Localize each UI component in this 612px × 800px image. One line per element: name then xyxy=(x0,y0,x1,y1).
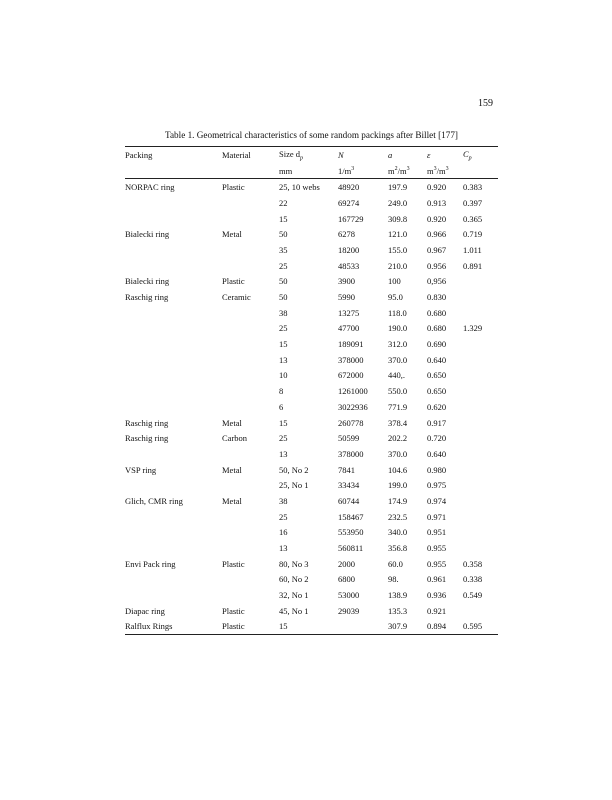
cell-cp: 0.338 xyxy=(463,574,483,585)
cell-cp: 0.383 xyxy=(463,182,483,193)
cell-n: 48533 xyxy=(338,260,360,271)
header-n: N xyxy=(338,147,388,163)
table-row xyxy=(125,477,498,493)
cell-packing: Raschig ring xyxy=(125,417,169,428)
table-row xyxy=(125,540,498,556)
cell-material xyxy=(222,195,279,211)
cell-cp xyxy=(463,383,498,399)
cell-eps: 0.913 xyxy=(427,197,447,208)
cell-eps: 0.620 xyxy=(427,401,447,412)
table-row xyxy=(125,289,498,305)
cell-packing: Raschig ring xyxy=(125,292,169,303)
unit-epsilon: $m^3/m^3$ xyxy=(427,163,463,179)
cell-material: Plastic xyxy=(222,276,245,287)
table-body xyxy=(125,179,498,635)
table-row xyxy=(125,587,498,603)
packings-table xyxy=(125,146,498,635)
cell-eps: 0.966 xyxy=(427,229,447,240)
cell-size: 22 xyxy=(279,197,288,208)
cell-material xyxy=(222,509,279,525)
cell-n: 6800 xyxy=(338,574,355,585)
cell-size: 10 xyxy=(279,370,288,381)
cell-material: Metal xyxy=(222,495,242,506)
cell-n: 260778 xyxy=(338,417,364,428)
cell-a: 771.9 xyxy=(388,401,408,412)
cell-eps: 0.967 xyxy=(427,244,447,255)
cell-size: 25 xyxy=(279,511,288,522)
cell-packing xyxy=(125,195,222,211)
cell-n: 6278 xyxy=(338,229,355,240)
cell-size: 25 xyxy=(279,433,288,444)
cell-eps: 0.640 xyxy=(427,448,447,459)
cell-packing xyxy=(125,525,222,541)
cell-n: 33434 xyxy=(338,480,360,491)
cell-cp xyxy=(463,525,498,541)
cell-n: 560811 xyxy=(338,543,364,554)
cell-cp: 1.011 xyxy=(463,244,482,255)
cell-cp xyxy=(463,399,498,415)
cell-packing: Ralflux Rings xyxy=(125,619,222,635)
table-row xyxy=(125,446,498,462)
cell-cp xyxy=(463,352,498,368)
cell-a: 309.8 xyxy=(388,213,408,224)
cell-n: 378000 xyxy=(338,448,364,459)
cell-a: 197.9 xyxy=(388,182,408,193)
table-row xyxy=(125,242,498,258)
cell-cp xyxy=(463,415,498,431)
cell-size: 25, 10 webs xyxy=(279,182,320,193)
cell-size: 13 xyxy=(279,543,288,554)
cell-a: 135.3 xyxy=(388,605,408,616)
cell-a: 340.0 xyxy=(388,527,408,538)
unit-a: $m^2/m^3$ xyxy=(388,163,427,179)
cell-a: 378.4 xyxy=(388,417,408,428)
cell-size: 15 xyxy=(279,417,288,428)
cell-size: 35 xyxy=(279,244,288,255)
cell-size: 25 xyxy=(279,323,288,334)
table-row xyxy=(125,493,498,509)
cell-cp: 1.329 xyxy=(463,323,483,334)
cell-packing xyxy=(125,587,222,603)
cell-material xyxy=(222,540,279,556)
cell-material: Metal xyxy=(222,417,242,428)
cell-a: 249.0 xyxy=(388,197,408,208)
cell-size: 38 xyxy=(279,495,288,506)
cell-eps: 0.936 xyxy=(427,590,447,601)
header-cp: $C_p$ xyxy=(463,147,498,163)
cell-cp xyxy=(463,430,498,446)
cell-packing xyxy=(125,211,222,227)
cell-cp xyxy=(463,274,498,290)
table-row xyxy=(125,619,498,635)
cell-material xyxy=(222,211,279,227)
cell-material: Metal xyxy=(222,464,242,475)
cell-packing: Raschig ring xyxy=(125,433,169,444)
cell-a: 121.0 xyxy=(388,229,408,240)
cell-n: 50599 xyxy=(338,433,360,444)
cell-eps: 0.975 xyxy=(427,480,447,491)
cell-n: 7841 xyxy=(338,464,355,475)
table-row xyxy=(125,352,498,368)
cell-size: 50 xyxy=(279,276,288,287)
header-packing: Packing xyxy=(125,147,222,163)
cell-a: 104.6 xyxy=(388,464,408,475)
cell-cp: 0.365 xyxy=(463,213,483,224)
page-number: 159 xyxy=(478,98,493,109)
cell-a: 155.0 xyxy=(388,244,408,255)
cell-eps: 0.690 xyxy=(427,339,447,350)
cell-a: 356.8 xyxy=(388,543,408,554)
cell-packing xyxy=(125,305,222,321)
cell-material: Plastic xyxy=(222,558,245,569)
cell-cp: 0.549 xyxy=(463,590,483,601)
cell-n: 48920 xyxy=(338,182,360,193)
cell-a: 202.2 xyxy=(388,433,408,444)
cell-n: 3022936 xyxy=(338,401,368,412)
cell-cp xyxy=(463,305,498,321)
cell-eps: 0.955 xyxy=(427,558,447,569)
unit-n: $1/m^3$ xyxy=(338,163,388,179)
cell-a: 98. xyxy=(388,574,399,585)
table-row xyxy=(125,195,498,211)
table-units-row xyxy=(125,163,498,179)
cell-eps: 0,956 xyxy=(427,276,447,287)
cell-packing: Bialecki ring xyxy=(125,229,170,240)
cell-a: 60.0 xyxy=(388,558,403,569)
cell-packing xyxy=(125,383,222,399)
cell-cp: 0.397 xyxy=(463,197,483,208)
cell-size: 16 xyxy=(279,527,288,538)
cell-n: 553950 xyxy=(338,527,364,538)
table-row xyxy=(125,368,498,384)
cell-eps: 0.680 xyxy=(427,307,447,318)
table-row xyxy=(125,430,498,446)
cell-packing xyxy=(125,446,222,462)
cell-size: 45, No 1 xyxy=(279,605,309,616)
cell-size: 50 xyxy=(279,292,288,303)
cell-cp xyxy=(463,477,498,493)
table-row xyxy=(125,226,498,242)
cell-size: 25, No 1 xyxy=(279,480,309,491)
cell-packing: Envi Pack ring xyxy=(125,558,176,569)
cell-size: 6 xyxy=(279,401,284,412)
cell-cp xyxy=(463,462,498,478)
cell-packing xyxy=(125,368,222,384)
cell-n: 1261000 xyxy=(338,386,368,397)
cell-packing xyxy=(125,399,222,415)
cell-cp xyxy=(463,540,498,556)
cell-material: Plastic xyxy=(222,619,279,635)
cell-cp: 0.595 xyxy=(463,619,498,635)
cell-material xyxy=(222,305,279,321)
table-row xyxy=(125,336,498,352)
cell-eps: 0.680 xyxy=(427,323,447,334)
cell-cp: 0.358 xyxy=(463,558,483,569)
cell-cp: 0.891 xyxy=(463,260,483,271)
cell-eps: 0.921 xyxy=(427,605,447,616)
cell-n: 672000 xyxy=(338,370,364,381)
cell-packing xyxy=(125,321,222,337)
table-row xyxy=(125,572,498,588)
table-row xyxy=(125,415,498,431)
cell-n: 167729 xyxy=(338,213,364,224)
cell-eps: 0.974 xyxy=(427,495,447,506)
cell-cp xyxy=(463,368,498,384)
cell-a: 95.0 xyxy=(388,292,403,303)
cell-size: 13 xyxy=(279,354,288,365)
cell-size: 32, No 1 xyxy=(279,590,309,601)
header-size: Size $d_p$ xyxy=(279,147,338,163)
table-row xyxy=(125,603,498,619)
cell-material xyxy=(222,525,279,541)
cell-packing: Diapac ring xyxy=(125,605,165,616)
table-row xyxy=(125,274,498,290)
cell-n: 158467 xyxy=(338,511,364,522)
cell-a: 232.5 xyxy=(388,511,408,522)
cell-material xyxy=(222,368,279,384)
cell-packing xyxy=(125,540,222,556)
cell-packing: NORPAC ring xyxy=(125,182,175,193)
cell-cp xyxy=(463,509,498,525)
cell-packing xyxy=(125,336,222,352)
cell-n: 18200 xyxy=(338,244,360,255)
cell-material xyxy=(222,446,279,462)
cell-cp: 0.719 xyxy=(463,229,483,240)
cell-material: Carbon xyxy=(222,433,248,444)
table-row xyxy=(125,462,498,478)
cell-n: 189091 xyxy=(338,339,364,350)
cell-material: Plastic xyxy=(222,182,245,193)
cell-a: 118.0 xyxy=(388,307,407,318)
table-row xyxy=(125,383,498,399)
cell-a: 370.0 xyxy=(388,354,408,365)
cell-a: 550.0 xyxy=(388,386,408,397)
header-epsilon: ε xyxy=(427,147,463,163)
cell-material: Ceramic xyxy=(222,292,251,303)
table-caption: Table 1. Geometrical characteristics of some random packings after Billet [177] xyxy=(165,130,458,140)
cell-eps: 0.920 xyxy=(427,182,447,193)
cell-size: 38 xyxy=(279,307,288,318)
cell-cp xyxy=(463,493,498,509)
cell-packing xyxy=(125,572,222,588)
cell-material xyxy=(222,572,279,588)
cell-material xyxy=(222,321,279,337)
cell-n: 29039 xyxy=(338,605,360,616)
cell-n: 2000 xyxy=(338,558,355,569)
cell-eps: 0.894 xyxy=(427,619,463,635)
cell-a: 174.9 xyxy=(388,495,408,506)
cell-eps: 0.830 xyxy=(427,292,447,303)
table-header-row xyxy=(125,147,498,163)
cell-n: 378000 xyxy=(338,354,364,365)
cell-eps: 0.650 xyxy=(427,386,447,397)
cell-material xyxy=(222,258,279,274)
cell-cp xyxy=(463,289,498,305)
table-row xyxy=(125,321,498,337)
cell-a: 440,. xyxy=(388,370,405,381)
cell-packing xyxy=(125,352,222,368)
cell-material xyxy=(222,336,279,352)
table-row xyxy=(125,525,498,541)
table-row xyxy=(125,305,498,321)
cell-eps: 0.956 xyxy=(427,260,447,271)
cell-material xyxy=(222,399,279,415)
cell-size: 13 xyxy=(279,448,288,459)
cell-packing xyxy=(125,477,222,493)
cell-packing xyxy=(125,258,222,274)
cell-size: 15 xyxy=(279,619,338,635)
cell-a: 370.0 xyxy=(388,448,408,459)
cell-material xyxy=(222,352,279,368)
cell-size: 80, No 3 xyxy=(279,558,309,569)
cell-n: 5990 xyxy=(338,292,355,303)
cell-size: 15 xyxy=(279,213,288,224)
cell-eps: 0.650 xyxy=(427,370,447,381)
cell-a: 210.0 xyxy=(388,260,408,271)
cell-cp xyxy=(463,603,498,619)
cell-cp xyxy=(463,336,498,352)
cell-material: Plastic xyxy=(222,605,245,616)
cell-size: 15 xyxy=(279,339,288,350)
header-a: a xyxy=(388,147,427,163)
cell-n: 53000 xyxy=(338,590,360,601)
cell-eps: 0.720 xyxy=(427,433,447,444)
unit-size: mm xyxy=(279,163,338,179)
cell-packing xyxy=(125,242,222,258)
cell-n: 13275 xyxy=(338,307,360,318)
cell-a: 190.0 xyxy=(388,323,408,334)
table-row xyxy=(125,399,498,415)
cell-a: 199.0 xyxy=(388,480,408,491)
cell-n xyxy=(338,619,388,635)
cell-material xyxy=(222,477,279,493)
cell-eps: 0.961 xyxy=(427,574,447,585)
header-material: Material xyxy=(222,147,279,163)
cell-n: 3900 xyxy=(338,276,355,287)
cell-size: 50 xyxy=(279,229,288,240)
cell-eps: 0.640 xyxy=(427,354,447,365)
table-row xyxy=(125,211,498,227)
cell-size: 25 xyxy=(279,260,288,271)
cell-material xyxy=(222,383,279,399)
cell-a: 100 xyxy=(388,276,401,287)
cell-packing: Bialecki ring xyxy=(125,276,170,287)
cell-material: Metal xyxy=(222,229,242,240)
cell-eps: 0.920 xyxy=(427,213,447,224)
cell-size: 50, No 2 xyxy=(279,464,309,475)
cell-a: 138.9 xyxy=(388,590,408,601)
cell-material xyxy=(222,242,279,258)
cell-n: 60744 xyxy=(338,495,360,506)
table-row xyxy=(125,509,498,525)
cell-packing xyxy=(125,509,222,525)
table-row xyxy=(125,179,498,195)
cell-a: 307.9 xyxy=(388,619,427,635)
cell-packing: Glich, CMR ring xyxy=(125,495,183,506)
cell-eps: 0.917 xyxy=(427,417,447,428)
cell-size: 60, No 2 xyxy=(279,574,309,585)
table-row xyxy=(125,556,498,572)
cell-eps: 0.971 xyxy=(427,511,447,522)
cell-material xyxy=(222,587,279,603)
cell-size: 8 xyxy=(279,386,284,397)
cell-eps: 0.951 xyxy=(427,527,447,538)
cell-n: 69274 xyxy=(338,197,360,208)
cell-eps: 0.980 xyxy=(427,464,447,475)
cell-cp xyxy=(463,446,498,462)
table-row xyxy=(125,258,498,274)
cell-a: 312.0 xyxy=(388,339,408,350)
cell-n: 47700 xyxy=(338,323,360,334)
cell-eps: 0.955 xyxy=(427,543,447,554)
cell-packing: VSP ring xyxy=(125,464,157,475)
